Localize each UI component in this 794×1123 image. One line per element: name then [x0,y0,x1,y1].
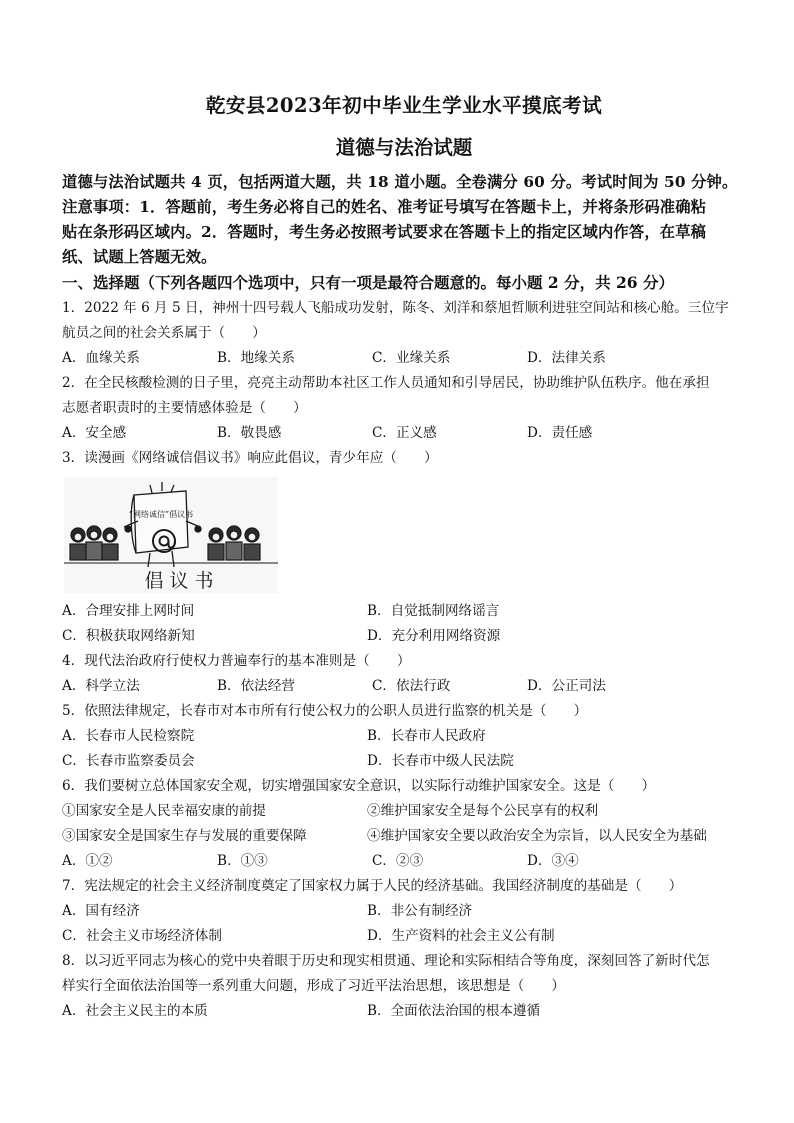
option-d: D．充分利用网络资源 [367,628,501,644]
option-a: A．长春市人民检察院 [62,728,195,744]
option-a: A．合理安排上网时间 [62,603,195,619]
option-a: A．①② [62,853,113,869]
option-b: B．非公有制经济 [367,903,473,919]
options-row [62,924,746,949]
options-row [62,624,746,649]
option-d: D．生产资料的社会主义公有制 [367,928,555,944]
option-b: B．敬畏感 [217,425,282,441]
option-c: C．长春市监察委员会 [62,753,195,769]
question-text: 8．以习近平同志为核心的党中央着眼于历史和现实相贯通、理论和实际相结合等角度，深刻回答了新时代怎 [62,953,710,969]
question-text: 7．宪法规定的社会主义经济制度奠定了国家权力属于人民的经济基础。我国经济制度的基础是（ ） [62,878,683,894]
exam-title: 乾安县2023年初中毕业生学业水平摸底考试 [205,94,603,117]
intro-line: 纸、试题上答题无效。 [62,248,217,266]
option-d: D．③④ [527,853,579,869]
option-b: B．长春市人民政府 [367,728,486,744]
option-d: D．法律关系 [527,350,606,366]
question-2 [62,371,746,446]
statement-4: ④维护国家安全要以政治安全为宗旨，以人民安全为基础 [367,828,707,844]
option-b: B．①③ [217,853,268,869]
statements-row [62,824,746,849]
question-text: 6．我们要树立总体国家安全观，切实增强国家安全意识，以实际行动维护国家安全。这是（ ） [62,778,656,794]
option-a: A．安全感 [62,425,127,441]
option-c: C．积极获取网络新知 [62,628,195,644]
option-c: C．依法行政 [372,678,451,694]
cartoon-caption: 倡议书 [144,570,220,592]
option-c: C．②③ [372,853,424,869]
cartoon-sign-text: “网络诚信”倡议书 [128,510,194,519]
question-text: 2．在全民核酸检测的日子里，亮亮主动帮助本社区工作人员通知和引导居民，协助维护队伍秩序。他在承担 [62,375,710,391]
options-row [62,599,746,624]
exam-subtitle: 道德与法治试题 [335,136,473,159]
question-8 [62,949,746,1024]
question-text: 航员之间的社会关系属于（ ） [62,325,266,341]
option-b: B．依法经营 [217,678,295,694]
options-row [62,346,746,371]
option-b: B．自觉抵制网络谣言 [367,603,500,619]
question-1 [62,296,746,371]
question-text: 5．依照法律规定，长春市对本市所有行使公权力的公职人员进行监察的机关是（ ） [62,703,588,719]
options-row [62,724,746,749]
options-row [62,849,746,874]
option-c: C．业缘关系 [372,350,451,366]
option-d: D．公正司法 [527,678,606,694]
question-text: 3．读漫画《网络诚信倡议书》响应此倡议，青少年应（ ） [62,450,438,466]
statements-row [62,799,746,824]
question-text: 1．2022 年 6 月 5 日，神州十四号载人飞船成功发射，陈冬、刘洋和蔡旭哲顺利进驻空间站和核心舱。三位宇 [62,300,729,316]
option-a: A．科学立法 [62,678,140,694]
option-d: D．责任感 [527,425,593,441]
question-text: 4．现代法治政府行使权力普遍奉行的基本准则是（ ） [62,653,411,669]
option-a: A．国有经济 [62,903,140,919]
question-3 [62,446,746,649]
option-b: B．全面依法治国的根本遵循 [367,1003,541,1019]
option-d: D．长春市中级人民法院 [367,753,514,769]
statement-3: ③国家安全是国家生存与发展的重要保障 [62,828,307,844]
options-row [62,899,746,924]
question-5 [62,699,746,774]
intro-line: 道德与法治试题共 4 页，包括两道大题，共 18 道小题。全卷满分 60 分。考试时间为 50 分钟。 [62,173,738,191]
question-text: 样实行全面依法治国等一系列重大问题，形成了习近平法治思想，该思想是（ ） [62,978,565,994]
statement-1: ①国家安全是人民幸福安康的前提 [62,803,266,819]
statement-2: ②维护国家安全是每个公民享有的权利 [367,803,599,819]
question-7 [62,874,746,949]
cartoon-image [64,477,278,593]
option-a: A．社会主义民主的本质 [62,1003,208,1019]
question-6 [62,774,746,874]
options-row [62,749,746,774]
options-row [62,999,746,1024]
question-text: 志愿者职责时的主要情感体验是（ ） [62,400,307,416]
intro-line: 注意事项：1．答题前，考生务必将自己的姓名、准考证号填写在答题卡上，并将条形码准确粘 [62,198,707,216]
option-c: C．社会主义市场经济体制 [62,928,222,944]
option-a: A．血缘关系 [62,350,140,366]
options-row [62,674,746,699]
option-c: C．正义感 [372,425,437,441]
section-heading: 一、选择题（下列各题四个选项中，只有一项是最符合题意的。每小题 2 分，共 26 分） [62,273,674,292]
intro-line: 贴在条形码区域内。2．答题时，考生务必按照考试要求在答题卡上的指定区域内作答，在草稿 [62,223,707,241]
option-b: B．地缘关系 [217,350,295,366]
options-row [62,421,746,446]
question-4 [62,649,746,699]
